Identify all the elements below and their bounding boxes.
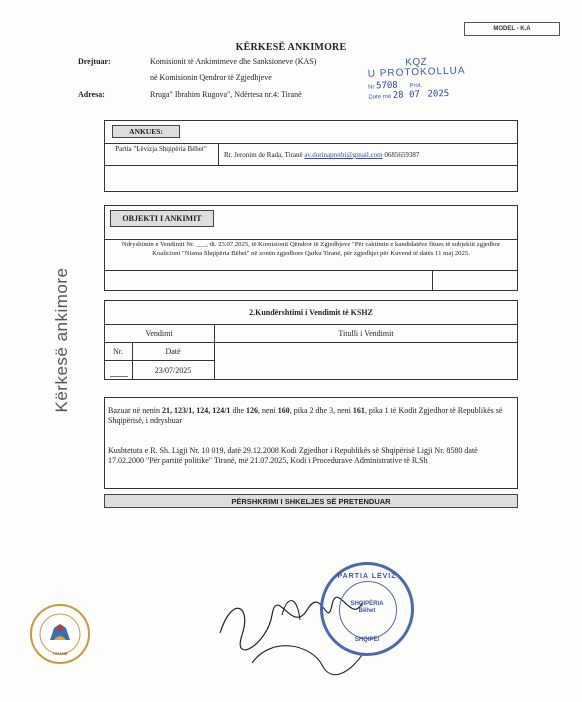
date-value: 23/07/2025 bbox=[154, 366, 192, 375]
stamp-date-label: Date më bbox=[368, 93, 392, 101]
basis-articles: 21, 123/1, 124, 124/1 bbox=[161, 406, 231, 415]
ankues-contact bbox=[224, 151, 518, 160]
seal-bottom-text: SHQIPËI bbox=[354, 637, 380, 643]
stamp-nr-value: 5708 bbox=[375, 80, 398, 92]
adresa-label: Adresa: bbox=[78, 90, 105, 99]
basis-text: , pika 2 dhe 3, neni bbox=[289, 406, 353, 415]
stamp-prot-label: Prot. bbox=[409, 82, 423, 90]
basis-article: 161 bbox=[352, 406, 365, 415]
vendimi-label: Vendimi bbox=[145, 329, 173, 338]
stamp-year: 2025 bbox=[427, 88, 450, 100]
logo-text: TIRANË bbox=[52, 651, 68, 656]
adresa-value: Rruga" Ibrahim Rugova", Ndërtesa nr.4: Tiranë bbox=[150, 90, 302, 99]
stamp-line1: KQZ bbox=[405, 56, 428, 69]
basis-article: 126 bbox=[246, 406, 258, 415]
basis-text: , neni bbox=[258, 406, 278, 415]
objekti-header: OBJEKTI I ANKIMIT bbox=[110, 210, 214, 227]
contact-email[interactable]: av.dorinaprethi@gmail.com bbox=[304, 151, 383, 159]
drejtuar-line2: në Komisionin Qendror të Zgjedhjeve bbox=[150, 73, 272, 82]
basis-paragraph-2: Kushtetuta e R. Sh. Ligji Nr. 10 019, datë 29.12.2008 Kodi Zgjedhor i Republikës së Shqipërisë Ligji Nr. 8580 datë 17.02.2000 "Për partitë politike" Tiranë, më 21.07.2025, Kodi i Procedurave Administrative të R.Sh bbox=[108, 446, 478, 465]
seal-top-text: PARTIA LËVIZ bbox=[337, 573, 397, 580]
ankues-party: Partia "Lëvizja Shqipëria Bëhet" bbox=[115, 145, 207, 153]
nr-blank bbox=[110, 376, 128, 377]
basis-article: 160 bbox=[277, 406, 290, 415]
document-title: KËRKESË ANKIMORE bbox=[235, 42, 347, 53]
basis-text: dhe bbox=[230, 406, 246, 415]
stamp-line2: U PROTOKOLLUA bbox=[367, 65, 466, 80]
kundershtimi-header: 2.Kundërshtimi i Vendimit të KSHZ bbox=[249, 308, 373, 317]
objekti-text: Ndryshimin e Vendimit Nr. ___, dt. 23.07.2025, të Komisionit Qëndror të Zgjedhjeve "Për caktimin e kandidatëve fitues të subjektit zgjedhor Koalicioni "Nisma Shqipëria Bëhet" në zonën zgjedhore Qarku Tiranë, për zgjedhjet për Kuvend të datës 11 maj 2025. bbox=[121, 241, 501, 257]
stamp-nr-label: Nr bbox=[368, 84, 375, 91]
basis-paragraph-1 bbox=[108, 406, 512, 426]
contact-address: Rr. Jeronim de Rada, Tiranë bbox=[224, 151, 303, 159]
model-tag: MODEL - K.A bbox=[464, 22, 560, 36]
municipal-logo bbox=[30, 604, 90, 664]
stamp-date-value: 28 07 bbox=[392, 89, 421, 101]
protocol-stamp bbox=[361, 55, 473, 111]
date-label: Datë bbox=[165, 347, 181, 356]
basis-text: Bazuar në nenin bbox=[108, 406, 162, 415]
seal-middle-text: SHQIPËRIA Bëhet bbox=[350, 601, 384, 614]
basis-text: , pika 1 të Kodit Zgjedhor të Republikës së Shqipërisë, i ndryshuar bbox=[108, 406, 503, 425]
party-seal bbox=[320, 562, 414, 656]
side-caption: Kërkesë ankimore bbox=[52, 267, 71, 413]
pershkrimi-header: PËRSHKRIMI I SHKELJES SË PRETENDUAR bbox=[104, 494, 518, 508]
ankues-header: ANKUES: bbox=[112, 125, 180, 138]
contact-phone: 0685659387 bbox=[384, 151, 420, 159]
drejtuar-line1: Komisionit të Ankimimeve dhe Sanksioneve (KAS) bbox=[150, 57, 317, 66]
drejtuar-label: Drejtuar: bbox=[78, 57, 111, 66]
nr-label: Nr. bbox=[113, 347, 123, 356]
titulli-label: Titulli i Vendimit bbox=[338, 329, 394, 338]
